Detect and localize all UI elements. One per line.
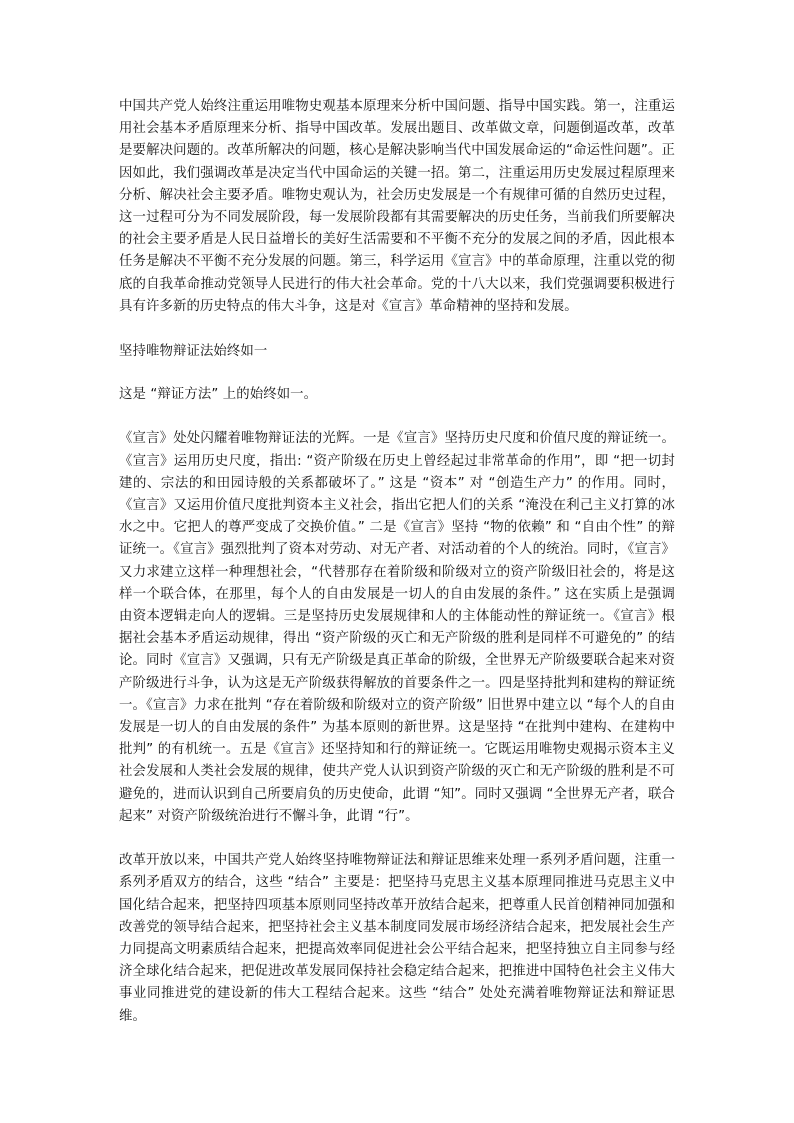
paragraph-intro: 这是 “辩证方法” 上的始终如一。 <box>119 387 318 403</box>
paragraph-historical-materialism: 中国共产党人始终注重运用唯物史观基本原理来分析中国问题、指导中国实践。第一，注重运用社会基本矛盾原理来分析、指导中国改革。发展出题目、改革做文章，问题倒逼改革，改革是要解决问题的。改革所解决的问题，核心是解决影响当代中国发展命运的“命运性问题”。正因如此，我们强调改革是决定当代中国命运的关键一招。第二，注重运用历史发展过程原理来分析、解决社会主要矛盾。唯物史观认为，社会历史发展是一个有规律可循的自然历史过程，这一过程可分为不同发展阶段，每一发展阶段都有其需要解决的历史任务，当前我们所要解决的社会主要矛盾是人民日益增长的美好生活需要和不平衡不充分的发展之间的矛盾，因此根本任务是解决不平衡不充分发展的问题。第三，科学运用《宣言》中的革命原理，注重以党的彻底的自我革命推动党领导人民进行的伟大社会革命。党的十八大以来，我们党强调要积极进行具有许多新的历史特点的伟大斗争，这是对《宣言》革命精神的坚持和发展。 <box>119 99 675 314</box>
section-heading: 坚持唯物辩证法始终如一 <box>119 344 268 360</box>
paragraph-dialectics: 《宣言》处处闪耀着唯物辩证法的光辉。一是《宣言》坚持历史尺度和价值尺度的辩证统一。《宣言》运用历史尺度，指出: “资产阶级在历史上曾经起过非常革命的作用”，即 “把一切封建的、宗法的和田园诗般的关系都破坏了。” 这是 “资本” 对 “创造生产力” 的作用。同时，《宣言》又运用价值尺度批判资本主义社会，指出它把人们的关系 “淹没在利己主义打算的冰水之中。它把人的尊严变成了交换价值。” 二是《宣言》坚持 “物的依赖” 和 “自由个性” 的辩证统一。《宣言》强烈批判了资本对劳动、对无产者、对活动着的个人的统治。同时，《宣言》又力求建立这样一种理想社会，“代替那存在着阶级和阶级对立的资产阶级旧社会的，将是这样一个联合体，在那里，每个人的自由发展是一切人的自由发展的条件。” 这在实质上是强调由资本逻辑走向人的逻辑。三是坚持历史发展规律和人的主体能动性的辩证统一。《宣言》根据社会基本矛盾运动规律，得出 “资产阶级的灭亡和无产阶级的胜利是同样不可避免的” 的结论。同时《宣言》又强调，只有无产阶级是真正革命的阶级，全世界无产阶级要联合起来对资产阶级进行斗争，认为这是无产阶级获得解放的首要条件之一。四是坚持批判和建构的辩证统一。《宣言》力求在批判 “存在着阶级和阶级对立的资产阶级” 旧世界中建立以 “每个人的自由发展是一切人的自由发展的条件” 为基本原则的新世界。这是坚持 “在批判中建构、在建构中批判” 的有机统一。五是《宣言》还坚持知和行的辩证统一。它既运用唯物史观揭示资本主义社会发展和人类社会发展的规律，使共产党人认识到资产阶级的灭亡和无产阶级的胜利是不可避免的，进而认识到自己所要肩负的历史使命，此谓 “知”。同时又强调 “全世界无产者，联合起来” 对资产阶级统治进行不懈斗争，此谓 “行”。 <box>119 431 675 824</box>
paragraph-reform: 改革开放以来，中国共产党人始终坚持唯物辩证法和辩证思维来处理一系列矛盾问题，注重一系列矛盾双方的结合，这些 “结合” 主要是：把坚持马克思主义基本原理同推进马克思主义中国化结合起来，把坚持四项基本原则同坚持改革开放结合起来，把尊重人民首创精神同加强和改善党的领导结合起来，把坚持社会主义基本制度同发展市场经济结合起来，把发展社会生产力同提高文明素质结合起来，把提高效率同促进社会公平结合起来，把坚持独立自主同参与经济全球化结合起来，把促进改革发展同保持社会稳定结合起来，把推进中国特色社会主义伟大事业同推进党的建设新的伟大工程结合起来。这些 “结合” 处处充满着唯物辩证法和辩证思维。 <box>119 853 675 1024</box>
document-page <box>119 96 675 1028</box>
